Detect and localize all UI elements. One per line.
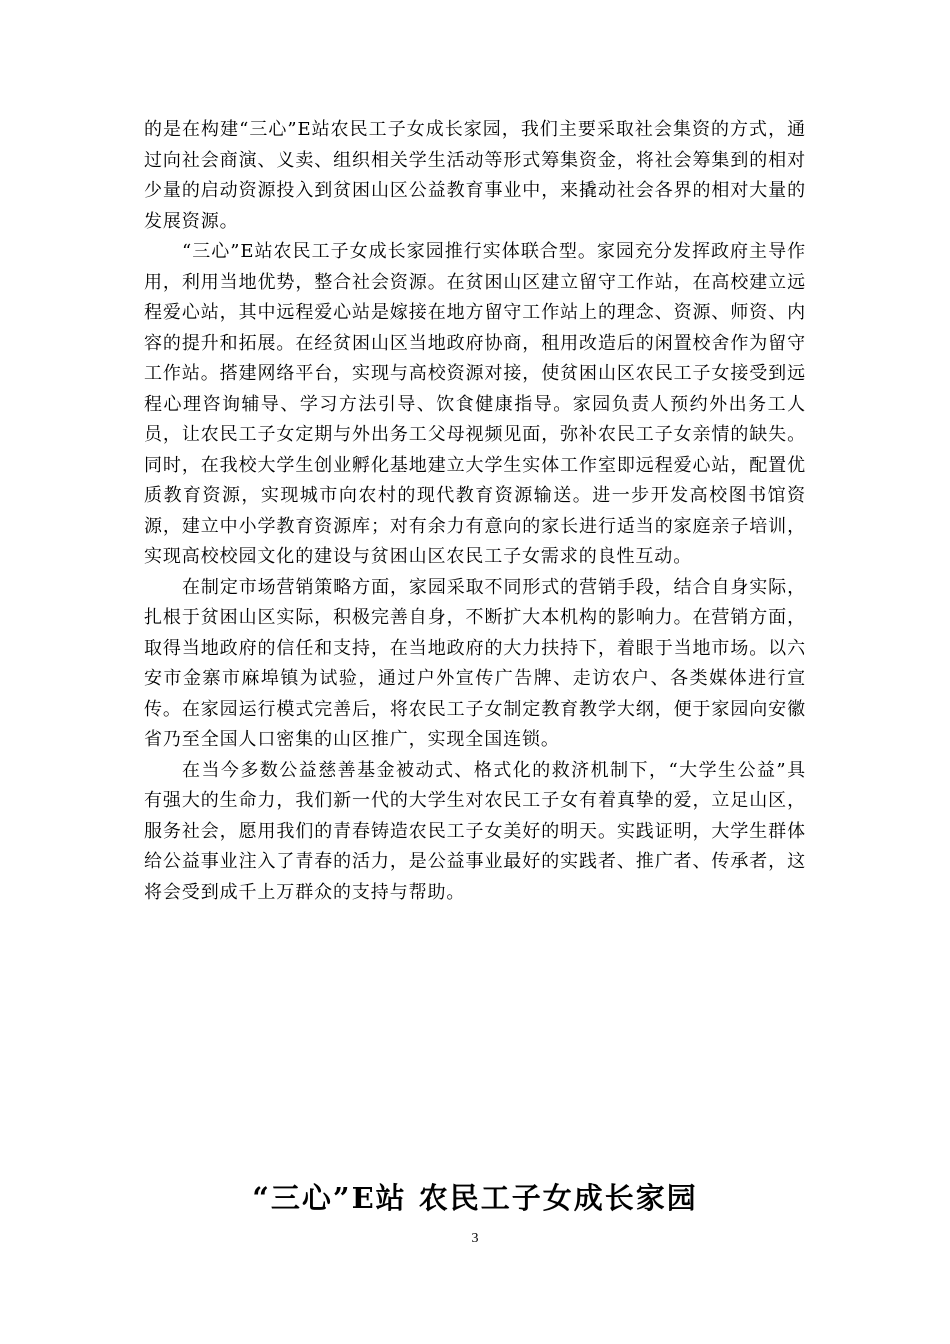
paragraph-1: 的是在构建“三心”E站农民工子女成长家园，我们主要采取社会集资的方式，通过向社会商演、义卖、组织相关学生活动等形式筹集资金，将社会筹集到的相对少量的启动资源投入到贫困山区公益教育事业中，来撬动社会各界的相对大量的发展资源。 xyxy=(144,119,806,232)
page-number: 3 xyxy=(471,1231,479,1246)
paragraph-4: 在当今多数公益慈善基金被动式、格式化的救济机制下，“大学生公益”具有强大的生命力，我们新一代的大学生对农民工子女有着真挚的爱，立足山区，服务社会，愿用我们的青春铸造农民工子女美好的明天。实践证明，大学生群体给公益事业注入了青春的活力，是公益事业最好的实践者、推广者、传承者，这将会受到成千上万群众的支持与帮助。 xyxy=(144,759,806,903)
paragraph-2: “三心”E站农民工子女成长家园推行实体联合型。家园充分发挥政府主导作用，利用当地优势，整合社会资源。在贫困山区建立留守工作站，在高校建立远程爱心站，其中远程爱心站是嫁接在地方留守工作站上的理念、资源、师资、内容的提升和拓展。在经贫困山区当地政府协商，租用改造后的闲置校舍作为留守工作站。搭建网络平台，实现与高校资源对接，使贫困山区农民工子女接受到远程心理咨询辅导、学习方法引导、饮食健康指导。家园负责人预约外出务工人员，让农民工子女定期与外出务工父母视频见面，弥补农民工子女亲情的缺失。同时，在我校大学生创业孵化基地建立大学生实体工作室即远程爱心站，配置优质教育资源，实现城市向农村的现代教育资源输送。进一步开发高校图书馆资源，建立中小学教育资源库；对有余力有意向的家长进行适当的家庭亲子培训，实现高校校园文化的建设与贫困山区农民工子女需求的良性互动。 xyxy=(144,241,806,567)
paragraph-3: 在制定市场营销策略方面，家园采取不同形式的营销手段，结合自身实际，扎根于贫困山区实际，积极完善自身，不断扩大本机构的影响力。在营销方面，取得当地政府的信任和支持，在当地政府的大力扶持下，着眼于当地市场。以六安市金寨市麻埠镇为试验，通过户外宣传广告牌、走访农户、各类媒体进行宣传。在家园运行模式完善后，将农民工子女制定教育教学大纲，便于家园向安徽省乃至全国人口密集的山区推广，实现全国连锁。 xyxy=(144,576,806,750)
footer-title: “三心”E站 农民工子女成长家园 xyxy=(252,1181,698,1215)
body-text xyxy=(144,115,806,908)
